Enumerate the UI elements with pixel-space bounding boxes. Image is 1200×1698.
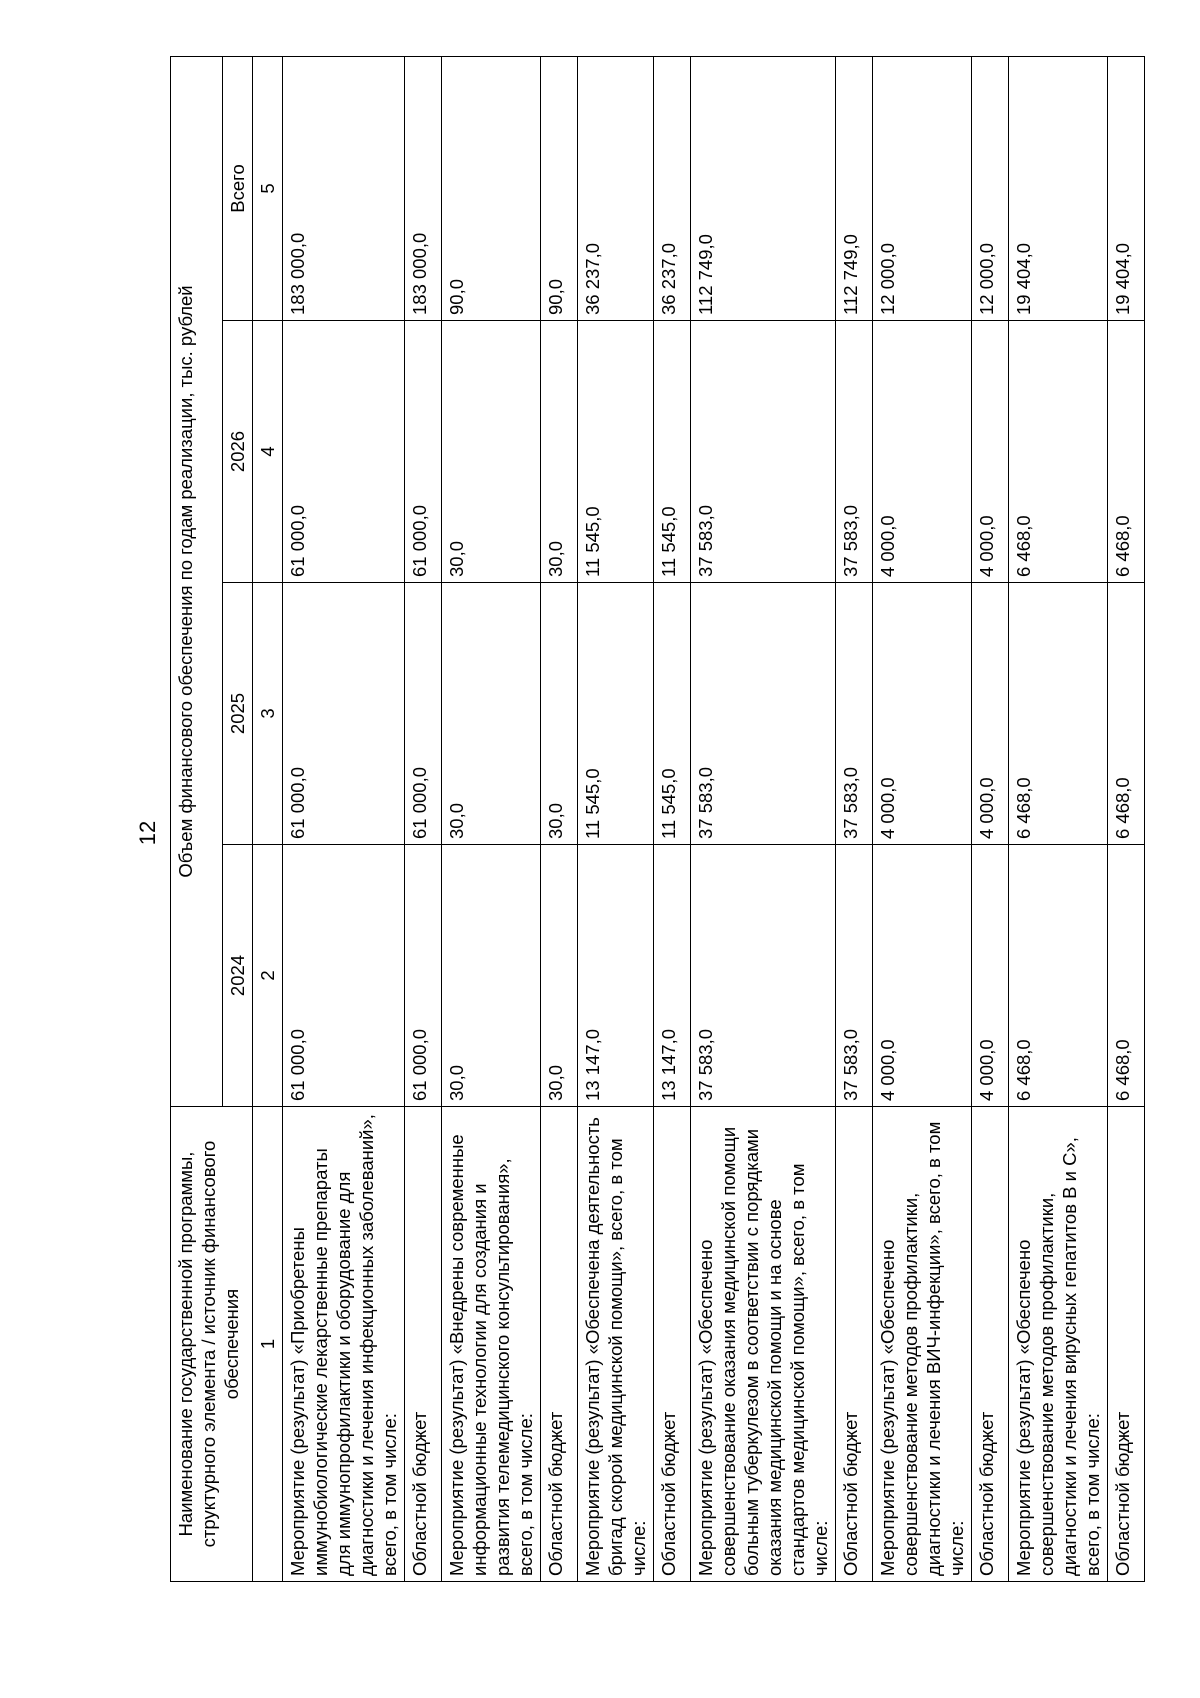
value-2026: 37 583,0 — [691, 321, 836, 583]
table-row — [836, 56, 873, 1581]
row-name: Областной бюджет — [405, 1107, 442, 1582]
header-name-column: Наименование государственной программы, структурного элемента / источник финансового обеспечения — [171, 1107, 253, 1582]
value-2026: 4 000,0 — [972, 321, 1009, 583]
value-2024: 30,0 — [442, 845, 541, 1107]
table-row — [654, 56, 691, 1581]
header-volume-column: Объем финансового обеспечения по годам реализации, тыс. рублей — [171, 56, 223, 1106]
value-2026: 61 000,0 — [283, 321, 405, 583]
value-total: 112 749,0 — [691, 56, 836, 320]
value-2024: 4 000,0 — [873, 845, 972, 1107]
column-number: 3 — [253, 583, 283, 845]
row-name: Областной бюджет — [1108, 1107, 1145, 1582]
header-year-2024: 2024 — [223, 845, 253, 1107]
value-2025: 6 468,0 — [1009, 583, 1108, 845]
header-year-2026: 2026 — [223, 321, 253, 583]
value-2025: 61 000,0 — [405, 583, 442, 845]
value-2026: 37 583,0 — [836, 321, 873, 583]
value-2024: 4 000,0 — [972, 845, 1009, 1107]
value-2025: 37 583,0 — [836, 583, 873, 845]
table-row — [541, 56, 578, 1581]
table-row — [1108, 56, 1145, 1581]
row-name: Мероприятие (результат) «Обеспечено совершенствование методов профилактики, диагностики и лечения вирусных гепатитов В и С», всего, в том числе: — [1009, 1107, 1108, 1582]
table-row — [972, 56, 1009, 1581]
value-2024: 61 000,0 — [405, 845, 442, 1107]
value-total: 36 237,0 — [654, 56, 691, 320]
value-2026: 61 000,0 — [405, 321, 442, 583]
value-total: 183 000,0 — [283, 56, 405, 320]
page-number: 12 — [135, 820, 160, 846]
value-total: 12 000,0 — [873, 56, 972, 320]
row-name: Областной бюджет — [541, 1107, 578, 1582]
table-row — [283, 56, 405, 1581]
header-total: Всего — [223, 56, 253, 320]
row-name: Мероприятие (результат) «Внедрены современные информационные технологии для создания и развития телемедицинского консультирования», всего, в том числе: — [442, 1107, 541, 1582]
value-2026: 11 545,0 — [578, 321, 654, 583]
value-total: 36 237,0 — [578, 56, 654, 320]
value-total: 12 000,0 — [972, 56, 1009, 320]
value-2026: 30,0 — [541, 321, 578, 583]
value-2026: 4 000,0 — [873, 321, 972, 583]
value-2025: 11 545,0 — [578, 583, 654, 845]
value-2024: 37 583,0 — [691, 845, 836, 1107]
value-total: 90,0 — [442, 56, 541, 320]
value-2025: 30,0 — [541, 583, 578, 845]
row-name: Мероприятие (результат) «Приобретены иммунобиологические лекарственные препараты для иммунопрофилактики и оборудование для диагностики и лечения инфекционных заболеваний», всего, в том числе: — [283, 1107, 405, 1582]
value-2025: 6 468,0 — [1108, 583, 1145, 845]
row-name: Мероприятие (результат) «Обеспечено совершенствование методов профилактики, диагностики и лечения ВИЧ-инфекции», всего, в том числе: — [873, 1107, 972, 1582]
value-2025: 37 583,0 — [691, 583, 836, 845]
table-row — [442, 56, 541, 1581]
header-year-2025: 2025 — [223, 583, 253, 845]
value-total: 112 749,0 — [836, 56, 873, 320]
row-name: Мероприятие (результат) «Обеспечено совершенствование оказания медицинской помощи больным туберкулезом в соответствии с порядками оказания медицинской помощи и на основе стандартов медицинской помощи», всего, в том числе: — [691, 1107, 836, 1582]
row-name: Областной бюджет — [836, 1107, 873, 1582]
value-2025: 4 000,0 — [972, 583, 1009, 845]
value-2024: 30,0 — [541, 845, 578, 1107]
value-2024: 61 000,0 — [283, 845, 405, 1107]
value-2025: 30,0 — [442, 583, 541, 845]
table-row — [1009, 56, 1108, 1581]
value-2024: 37 583,0 — [836, 845, 873, 1107]
value-total: 19 404,0 — [1108, 56, 1145, 320]
column-number: 4 — [253, 321, 283, 583]
value-2025: 4 000,0 — [873, 583, 972, 845]
value-2026: 30,0 — [442, 321, 541, 583]
column-number: 2 — [253, 845, 283, 1107]
value-2026: 11 545,0 — [654, 321, 691, 583]
value-2025: 11 545,0 — [654, 583, 691, 845]
column-number: 5 — [253, 56, 283, 320]
table-row — [405, 56, 442, 1581]
value-total: 183 000,0 — [405, 56, 442, 320]
row-name: Областной бюджет — [654, 1107, 691, 1582]
financing-table — [170, 56, 1145, 1582]
table-row — [691, 56, 836, 1581]
value-2024: 13 147,0 — [654, 845, 691, 1107]
column-number: 1 — [253, 1107, 283, 1582]
table-row — [578, 56, 654, 1581]
value-2024: 6 468,0 — [1009, 845, 1108, 1107]
table-row — [873, 56, 972, 1581]
value-total: 90,0 — [541, 56, 578, 320]
value-2026: 6 468,0 — [1009, 321, 1108, 583]
value-2026: 6 468,0 — [1108, 321, 1145, 583]
row-name: Областной бюджет — [972, 1107, 1009, 1582]
row-name: Мероприятие (результат) «Обеспечена деятельность бригад скорой медицинской помощи», всего, в том числе: — [578, 1107, 654, 1582]
value-2024: 6 468,0 — [1108, 845, 1145, 1107]
value-2025: 61 000,0 — [283, 583, 405, 845]
value-2024: 13 147,0 — [578, 845, 654, 1107]
value-total: 19 404,0 — [1009, 56, 1108, 320]
rotated-table-container — [170, 57, 1133, 1582]
